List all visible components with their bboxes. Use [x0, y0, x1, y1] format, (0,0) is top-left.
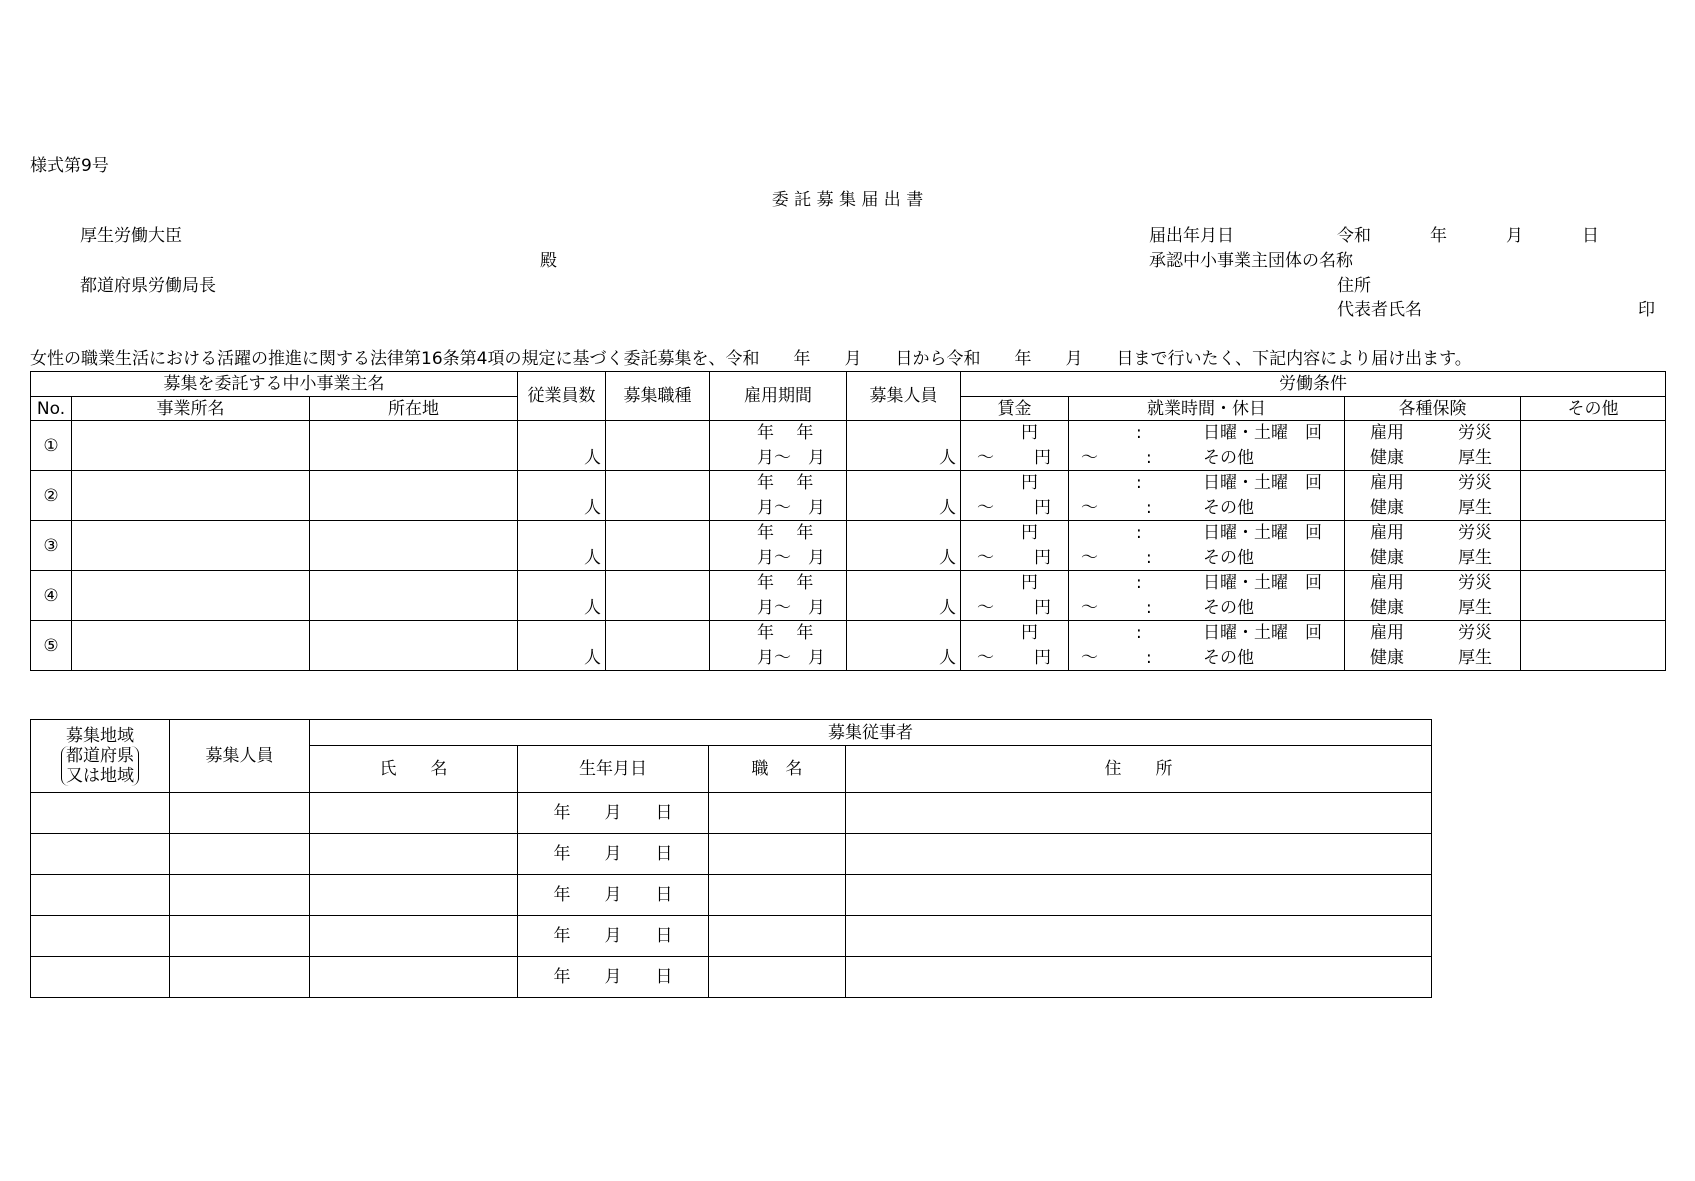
holidays: 日曜・土曜 回: [1203, 623, 1322, 643]
header-period: 雇用期間: [710, 372, 847, 421]
table-row: [31, 521, 1666, 571]
insurance-cell[interactable]: [1345, 521, 1521, 571]
position-cell[interactable]: [709, 875, 846, 916]
name-cell[interactable]: [310, 793, 518, 834]
position-cell[interactable]: [709, 834, 846, 875]
recruit-count-cell[interactable]: [170, 834, 310, 875]
insurance-accident: 労災: [1458, 573, 1492, 593]
header-address: 住 所: [846, 746, 1432, 793]
other-label: その他: [1203, 498, 1254, 518]
table-row: [31, 471, 1666, 521]
colon: :: [1146, 648, 1152, 668]
recruit-count-cell[interactable]: [170, 793, 310, 834]
insurance-health: 健康: [1370, 648, 1404, 668]
header-other: その他: [1521, 397, 1666, 421]
recruit-count-cell[interactable]: [847, 521, 961, 571]
header-area-line1: 募集地域: [66, 726, 134, 746]
header-staff-group: 募集従事者: [310, 720, 1432, 746]
other-label: その他: [1203, 598, 1254, 618]
office-name-cell[interactable]: [72, 571, 310, 621]
insurance-cell[interactable]: [1345, 571, 1521, 621]
table-row: [31, 421, 1666, 471]
other-cell[interactable]: [1521, 571, 1666, 621]
address-label: 住所: [1337, 276, 1371, 296]
date-month: 月: [1506, 226, 1523, 246]
insurance-pension: 厚生: [1458, 448, 1492, 468]
insurance-health: 健康: [1370, 598, 1404, 618]
period-months: 月～ 月: [757, 448, 825, 468]
yen-unit: 円: [1021, 573, 1038, 593]
colon: :: [1136, 473, 1142, 493]
period-cell[interactable]: [710, 621, 847, 671]
person-unit: 人: [939, 548, 956, 568]
recruit-count-cell[interactable]: [170, 957, 310, 998]
person-unit: 人: [584, 498, 601, 518]
insurance-employment: 雇用: [1370, 423, 1404, 443]
other-label: その他: [1203, 548, 1254, 568]
insurance-cell[interactable]: [1345, 421, 1521, 471]
birthdate-cell[interactable]: 年 月 日: [518, 793, 709, 834]
colon: :: [1136, 523, 1142, 543]
period-months: 月～ 月: [757, 598, 825, 618]
recruit-count-cell[interactable]: [170, 916, 310, 957]
insurance-health: 健康: [1370, 498, 1404, 518]
table-row: [31, 916, 1432, 957]
address-cell[interactable]: [846, 957, 1432, 998]
job-type-cell[interactable]: [606, 571, 710, 621]
address-cell[interactable]: [846, 916, 1432, 957]
insurance-pension: 厚生: [1458, 548, 1492, 568]
insurance-health: 健康: [1370, 548, 1404, 568]
insurance-employment: 雇用: [1370, 573, 1404, 593]
header-position: 職 名: [709, 746, 846, 793]
area-cell[interactable]: [31, 916, 170, 957]
employees-cell[interactable]: [518, 621, 606, 671]
header-insurance: 各種保険: [1345, 397, 1521, 421]
other-cell[interactable]: [1521, 521, 1666, 571]
colon: :: [1146, 448, 1152, 468]
job-type-cell[interactable]: [606, 471, 710, 521]
employees-cell[interactable]: [518, 471, 606, 521]
header-employees: 従業員数: [518, 372, 606, 421]
holidays: 日曜・土曜 回: [1203, 473, 1322, 493]
table-row: [31, 571, 1666, 621]
header-no: No.: [31, 397, 72, 421]
period-years: 年 年: [757, 523, 814, 543]
insurance-cell[interactable]: [1345, 621, 1521, 671]
tilde: ～: [977, 448, 994, 468]
table-row: [31, 875, 1432, 916]
hours-cell[interactable]: [1069, 521, 1345, 571]
date-day: 日: [1582, 226, 1599, 246]
location-cell[interactable]: [310, 471, 518, 521]
tilde: ～: [977, 548, 994, 568]
other-label: その他: [1203, 448, 1254, 468]
header-recruit-count: 募集人員: [170, 720, 310, 793]
page-title: 委 託 募 集 届 出 書: [771, 190, 924, 210]
tilde: ～: [977, 648, 994, 668]
person-unit: 人: [939, 498, 956, 518]
period-months: 月～ 月: [757, 648, 825, 668]
tilde: ～: [1081, 648, 1098, 668]
insurance-accident: 労災: [1458, 523, 1492, 543]
yen-unit: 円: [1034, 648, 1051, 668]
position-cell[interactable]: [709, 916, 846, 957]
addressee-honorific: 殿: [540, 251, 557, 271]
table-row: [31, 793, 1432, 834]
yen-unit: 円: [1034, 548, 1051, 568]
recruit-count-cell[interactable]: [847, 571, 961, 621]
header-name: 氏 名: [310, 746, 518, 793]
header-area: [31, 720, 170, 793]
office-name-cell[interactable]: [72, 621, 310, 671]
header-recruit-count: 募集人員: [847, 372, 961, 421]
name-cell[interactable]: [310, 916, 518, 957]
tilde: ～: [1081, 498, 1098, 518]
table-row: [31, 957, 1432, 998]
tilde: ～: [1081, 598, 1098, 618]
tilde: ～: [1081, 548, 1098, 568]
header-office-name: 事業所名: [72, 397, 310, 421]
insurance-employment: 雇用: [1370, 523, 1404, 543]
recruitment-table: [30, 371, 1666, 671]
colon: :: [1146, 548, 1152, 568]
other-cell[interactable]: [1521, 421, 1666, 471]
address-cell[interactable]: [846, 834, 1432, 875]
area-cell[interactable]: [31, 793, 170, 834]
header-location: 所在地: [310, 397, 518, 421]
recruit-count-cell[interactable]: [847, 621, 961, 671]
holidays: 日曜・土曜 回: [1203, 523, 1322, 543]
location-cell[interactable]: [310, 421, 518, 471]
wage-cell[interactable]: [961, 421, 1069, 471]
period-cell[interactable]: [710, 471, 847, 521]
person-unit: 人: [584, 448, 601, 468]
tilde: ～: [977, 598, 994, 618]
header-hours: 就業時間・休日: [1069, 397, 1345, 421]
table-row: [31, 621, 1666, 671]
representative-label: 代表者氏名: [1337, 300, 1422, 320]
tilde: ～: [977, 498, 994, 518]
date-year: 年: [1430, 226, 1447, 246]
colon: :: [1146, 498, 1152, 518]
tilde: ～: [1081, 448, 1098, 468]
job-type-cell[interactable]: [606, 621, 710, 671]
position-cell[interactable]: [709, 957, 846, 998]
birthdate-cell[interactable]: 年 月 日: [518, 834, 709, 875]
yen-unit: 円: [1021, 473, 1038, 493]
recruit-count-cell[interactable]: [170, 875, 310, 916]
header-area-line3: 又は地域: [66, 766, 134, 786]
holidays: 日曜・土曜 回: [1203, 573, 1322, 593]
person-unit: 人: [584, 648, 601, 668]
row-number: ④: [31, 571, 72, 621]
org-name-label: 承認中小事業主団体の名称: [1149, 251, 1353, 271]
insurance-employment: 雇用: [1370, 623, 1404, 643]
hours-cell[interactable]: [1069, 471, 1345, 521]
job-type-cell[interactable]: [606, 421, 710, 471]
header-conditions: 労働条件: [961, 372, 1666, 397]
person-unit: 人: [939, 448, 956, 468]
area-cell[interactable]: [31, 957, 170, 998]
row-number: ③: [31, 521, 72, 571]
header-employer-group: 募集を委託する中小事業主名: [31, 372, 518, 397]
colon: :: [1136, 573, 1142, 593]
period-cell[interactable]: [710, 521, 847, 571]
employees-cell[interactable]: [518, 521, 606, 571]
birthdate-cell[interactable]: 年 月 日: [518, 957, 709, 998]
other-cell[interactable]: [1521, 621, 1666, 671]
insurance-pension: 厚生: [1458, 648, 1492, 668]
date-era: 令和: [1337, 226, 1371, 246]
yen-unit: 円: [1021, 523, 1038, 543]
wage-cell[interactable]: [961, 471, 1069, 521]
employees-cell[interactable]: [518, 571, 606, 621]
period-years: 年 年: [757, 473, 814, 493]
row-number: ①: [31, 421, 72, 471]
name-cell[interactable]: [310, 875, 518, 916]
name-cell[interactable]: [310, 957, 518, 998]
period-months: 月～ 月: [757, 498, 825, 518]
other-cell[interactable]: [1521, 471, 1666, 521]
insurance-accident: 労災: [1458, 473, 1492, 493]
period-months: 月～ 月: [757, 548, 825, 568]
staff-table: [30, 719, 1432, 998]
yen-unit: 円: [1021, 623, 1038, 643]
person-unit: 人: [939, 648, 956, 668]
period-cell[interactable]: [710, 571, 847, 621]
area-cell[interactable]: [31, 875, 170, 916]
location-cell[interactable]: [310, 521, 518, 571]
statement: 女性の職業生活における活躍の推進に関する法律第16条第4項の規定に基づく委託募集を、令和 年 月 日から令和 年 月 日まで行いたく、下記内容により届け出ます。: [30, 349, 1472, 369]
other-label: その他: [1203, 648, 1254, 668]
row-number: ②: [31, 471, 72, 521]
header-area-line2: 都道府県: [66, 746, 134, 766]
hours-cell[interactable]: [1069, 421, 1345, 471]
address-cell[interactable]: [846, 793, 1432, 834]
period-years: 年 年: [757, 573, 814, 593]
name-cell[interactable]: [310, 834, 518, 875]
row-number: ⑤: [31, 621, 72, 671]
colon: :: [1146, 598, 1152, 618]
insurance-employment: 雇用: [1370, 473, 1404, 493]
area-cell[interactable]: [31, 834, 170, 875]
address-cell[interactable]: [846, 875, 1432, 916]
yen-unit: 円: [1034, 598, 1051, 618]
insurance-pension: 厚生: [1458, 498, 1492, 518]
location-cell[interactable]: [310, 621, 518, 671]
yen-unit: 円: [1034, 498, 1051, 518]
recruit-count-cell[interactable]: [847, 421, 961, 471]
period-years: 年 年: [757, 423, 814, 443]
office-name-cell[interactable]: [72, 521, 310, 571]
header-wage: 賃金: [961, 397, 1069, 421]
location-cell[interactable]: [310, 571, 518, 621]
insurance-cell[interactable]: [1345, 471, 1521, 521]
birthdate-cell[interactable]: 年 月 日: [518, 875, 709, 916]
office-name-cell[interactable]: [72, 471, 310, 521]
position-cell[interactable]: [709, 793, 846, 834]
table-row: [31, 834, 1432, 875]
header-birthdate: 生年月日: [518, 746, 709, 793]
form-number: 様式第9号: [30, 156, 109, 176]
person-unit: 人: [584, 598, 601, 618]
birthdate-cell[interactable]: 年 月 日: [518, 916, 709, 957]
wage-cell[interactable]: [961, 621, 1069, 671]
colon: :: [1136, 623, 1142, 643]
period-cell[interactable]: [710, 421, 847, 471]
insurance-health: 健康: [1370, 448, 1404, 468]
office-name-cell[interactable]: [72, 421, 310, 471]
addressee-bureau: 都道府県労働局長: [80, 276, 216, 296]
seal-mark: 印: [1638, 300, 1655, 320]
employees-cell[interactable]: [518, 421, 606, 471]
hours-cell[interactable]: [1069, 571, 1345, 621]
holidays: 日曜・土曜 回: [1203, 423, 1322, 443]
job-type-cell[interactable]: [606, 521, 710, 571]
insurance-accident: 労災: [1458, 623, 1492, 643]
yen-unit: 円: [1021, 423, 1038, 443]
recruit-count-cell[interactable]: [847, 471, 961, 521]
colon: :: [1136, 423, 1142, 443]
yen-unit: 円: [1034, 448, 1051, 468]
period-years: 年 年: [757, 623, 814, 643]
addressee-minister: 厚生労働大臣: [80, 226, 182, 246]
hours-cell[interactable]: [1069, 621, 1345, 671]
person-unit: 人: [939, 598, 956, 618]
insurance-pension: 厚生: [1458, 598, 1492, 618]
insurance-accident: 労災: [1458, 423, 1492, 443]
person-unit: 人: [584, 548, 601, 568]
header-job-type: 募集職種: [606, 372, 710, 421]
wage-cell[interactable]: [961, 521, 1069, 571]
wage-cell[interactable]: [961, 571, 1069, 621]
date-label: 届出年月日: [1149, 226, 1234, 246]
